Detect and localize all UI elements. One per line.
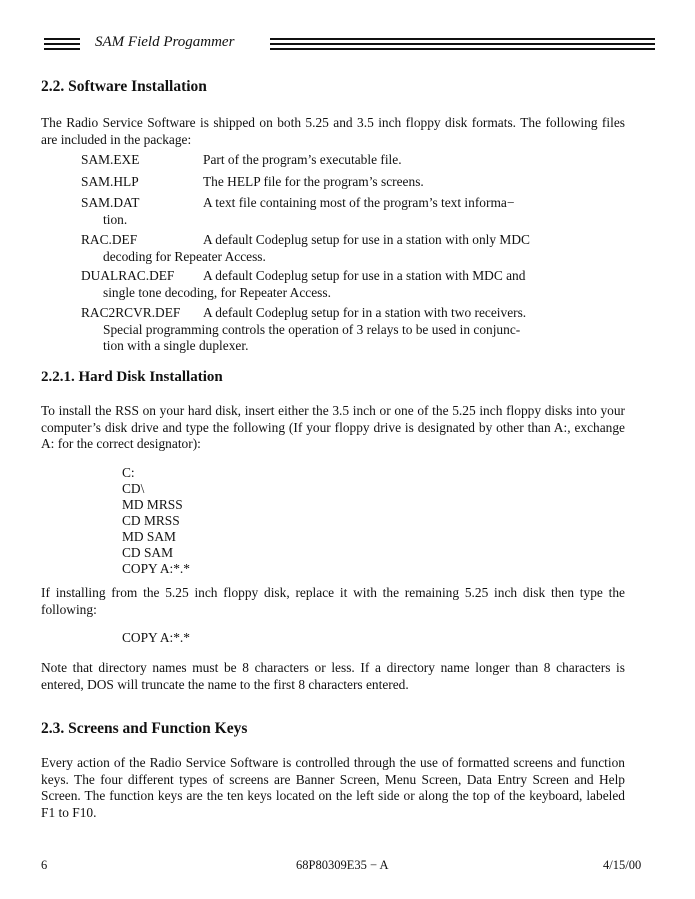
file-entry (81, 232, 561, 265)
file-name: SAM.EXE (81, 152, 140, 167)
file-description: A text file containing most of the program’s text informa− (203, 195, 515, 210)
file-entry (81, 268, 561, 301)
command-line: MD SAM (122, 529, 176, 544)
section-heading-2-2-1: 2.2.1. Hard Disk Installation (41, 369, 223, 385)
file-description-continued: tion. (103, 211, 128, 227)
file-description-continued: decoding for Repeater Access. (103, 248, 266, 264)
header-rule-left (44, 38, 80, 53)
file-description-continued: tion with a single duplexer. (103, 338, 249, 353)
software-installation-intro: The Radio Service Software is shipped on both 5.25 and 3.5 inch floppy disk formats. The following files are included in the package: (41, 115, 625, 147)
screens-function-keys-body: Every action of the Radio Service Software is controlled through the use of formatted screens and function keys. The four different types of screens are Banner Screen, Menu Screen, Data Entry Screen and Help Screen. The function keys are the ten keys located on the left side or along the top of the keyboard, labeled F1 to F10. (41, 755, 625, 820)
file-entry (81, 152, 561, 169)
file-name: DUALRAC.DEF (81, 268, 175, 283)
file-entry (81, 305, 561, 355)
running-header-title: SAM Field Progammer (95, 34, 235, 50)
file-description: A default Codeplug setup for in a station with two receivers. (203, 305, 527, 320)
section-heading-2-3: 2.3. Screens and Function Keys (41, 720, 248, 737)
command-line: CD MRSS (122, 513, 180, 528)
document-id: 68P80309E35 − A (296, 858, 389, 872)
command-line: CD\ (122, 481, 145, 496)
file-name: RAC.DEF (81, 232, 138, 247)
file-name: RAC2RCVR.DEF (81, 305, 181, 320)
file-description: A default Codeplug setup for use in a station with MDC and (203, 268, 526, 283)
page-number: 6 (41, 858, 48, 872)
command-line: C: (122, 465, 135, 480)
file-description-continued: Special programming controls the operation of 3 relays to be used in conjunc- (103, 321, 521, 337)
file-entry (81, 195, 561, 228)
command-line: MD MRSS (122, 497, 183, 512)
directory-name-note: Note that directory names must be 8 characters or less. If a directory name longer than 8 characters is entered, DOS will truncate the name to the first 8 characters entered. (41, 660, 625, 692)
command-line: COPY A:*.* (122, 630, 190, 645)
file-description-continued: single tone decoding, for Repeater Access. (103, 284, 331, 300)
file-name: SAM.DAT (81, 195, 140, 210)
revision-date: 4/15/00 (603, 858, 642, 872)
file-description: The HELP file for the program’s screens. (203, 174, 424, 189)
replace-disk-instructions: If installing from the 5.25 inch floppy disk, replace it with the remaining 5.25 inch disk then type the following: (41, 585, 625, 617)
command-line: CD SAM (122, 545, 173, 560)
section-heading-2-2: 2.2. Software Installation (41, 78, 207, 95)
file-description: A default Codeplug setup for use in a station with only MDC (203, 232, 530, 247)
header-rule-right (270, 38, 655, 53)
hard-disk-intro: To install the RSS on your hard disk, insert either the 3.5 inch or one of the 5.25 inch floppy disks into your computer’s disk drive and type the following (If your floppy drive is designated by other than A:, exchange A: for the correct designator): (41, 403, 625, 451)
file-name: SAM.HLP (81, 174, 139, 189)
file-entry (81, 174, 561, 191)
file-description: Part of the program’s executable file. (203, 152, 402, 167)
command-line: COPY A:*.* (122, 561, 190, 576)
